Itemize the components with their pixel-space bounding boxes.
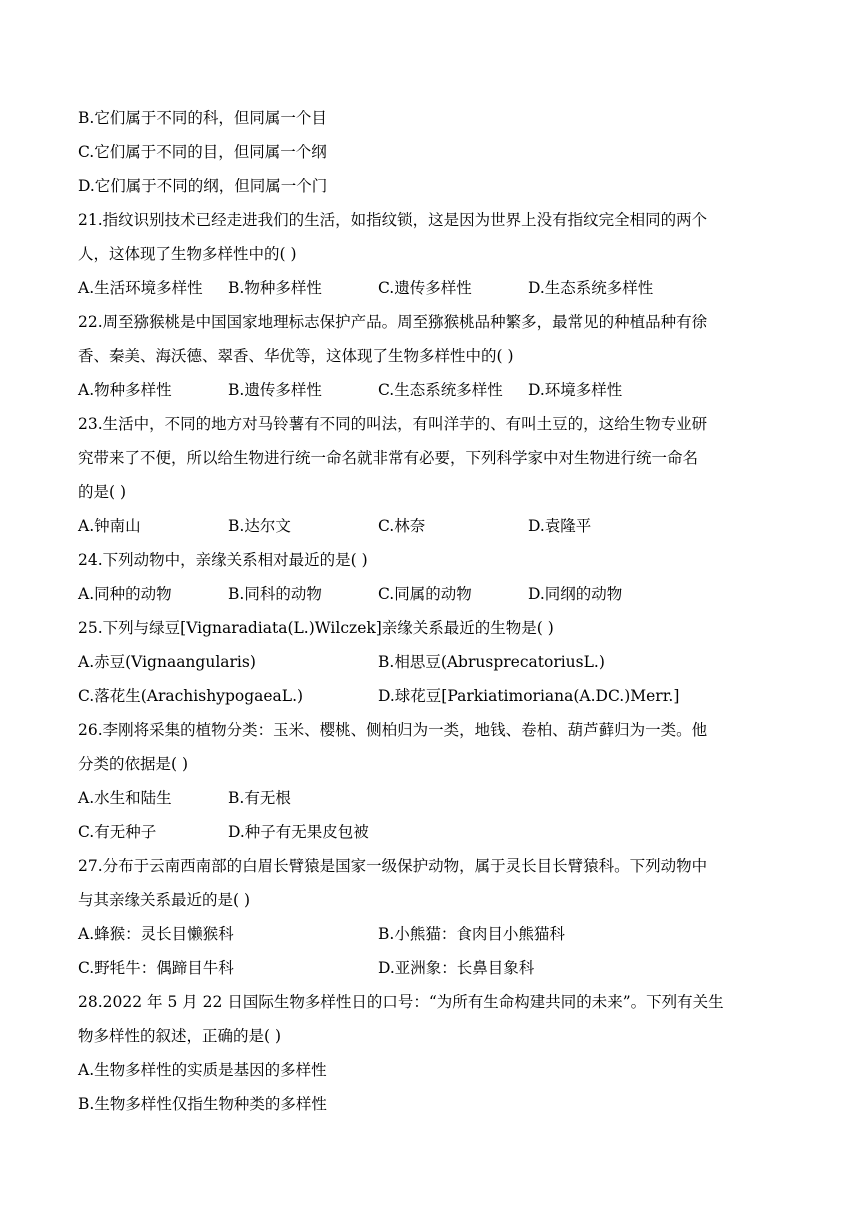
option-a: A.水生和陆生 xyxy=(78,789,172,807)
question-21 xyxy=(78,203,778,305)
option-b: B.同科的动物 xyxy=(228,585,322,603)
question-stem: 人，这体现了生物多样性中的( ) xyxy=(78,245,297,263)
option-b: B.达尔文 xyxy=(228,517,291,535)
question-26 xyxy=(78,713,778,849)
question-stem: 香、秦美、海沃德、翠香、华优等，这体现了生物多样性中的( ) xyxy=(78,347,514,365)
option-row xyxy=(78,577,778,611)
option-a: A.生物多样性的实质是基因的多样性 xyxy=(78,1061,327,1079)
option-a: A.赤豆(Vignaangularis) xyxy=(78,653,256,671)
option-row xyxy=(78,917,778,951)
question-stem: 28.2022 年 5 月 22 日国际生物多样性日的口号：“为所有生命构建共同的未来”。下列有关生 xyxy=(78,993,724,1011)
option-c: C.落花生(ArachishypogaeaL.) xyxy=(78,687,304,705)
option-row xyxy=(78,951,778,985)
option-b: B.遗传多样性 xyxy=(228,381,322,399)
option-a: A.生活环境多样性 xyxy=(78,279,203,297)
option-row xyxy=(78,645,778,679)
question-22 xyxy=(78,305,778,407)
option-a: A.钟南山 xyxy=(78,517,141,535)
option-a: A.蜂猴：灵长目懒猴科 xyxy=(78,925,234,943)
option-a: A.同种的动物 xyxy=(78,585,172,603)
question-stem: 24.下列动物中，亲缘关系相对最近的是( ) xyxy=(78,551,368,569)
question-stem: 27.分布于云南西南部的白眉长臂猿是国家一级保护动物，属于灵长目长臂猿科。下列动物中 xyxy=(78,857,708,875)
question-stem: 22.周至猕猴桃是中国国家地理标志保护产品。周至猕猴桃品种繁多，最常见的种植品种有徐 xyxy=(78,313,708,331)
question-stem: 与其亲缘关系最近的是( ) xyxy=(78,891,251,909)
question-stem: 分类的依据是( ) xyxy=(78,755,189,773)
option-b: B.小熊猫：食肉目小熊猫科 xyxy=(378,925,565,943)
option-c: C.有无种子 xyxy=(78,823,157,841)
option-d: D.球花豆[Parkiatimoriana(A.DC.)Merr.] xyxy=(378,687,680,705)
option-row xyxy=(78,781,778,815)
option-d: D.种子有无果皮包被 xyxy=(228,823,369,841)
option-c: C.生态系统多样性 xyxy=(378,381,503,399)
option-b: B.它们属于不同的科，但同属一个目 xyxy=(78,109,327,127)
option-d: D.它们属于不同的纲，但同属一个门 xyxy=(78,177,328,195)
question-stem: 25.下列与绿豆[Vignaradiata(L.)Wilczek]亲缘关系最近的生物是( ) xyxy=(78,619,554,637)
option-d: D.同纲的动物 xyxy=(528,585,623,603)
option-d: D.生态系统多样性 xyxy=(528,279,654,297)
question-stem: 21.指纹识别技术已经走进我们的生活，如指纹锁，这是因为世界上没有指纹完全相同的两个 xyxy=(78,211,708,229)
option-c: C.遗传多样性 xyxy=(378,279,472,297)
option-b: B.相思豆(AbrusprecatoriusL.) xyxy=(378,653,605,671)
option-d: D.袁隆平 xyxy=(528,517,592,535)
option-c: C.同属的动物 xyxy=(378,585,472,603)
option-a: A.物种多样性 xyxy=(78,381,172,399)
option-b: B.物种多样性 xyxy=(228,279,322,297)
question-24 xyxy=(78,543,778,611)
question-27 xyxy=(78,849,778,985)
option-c: C.野牦牛：偶蹄目牛科 xyxy=(78,959,234,977)
option-row xyxy=(78,509,778,543)
option-c: C.它们属于不同的目，但同属一个纲 xyxy=(78,143,327,161)
option-row xyxy=(78,679,778,713)
option-d: D.环境多样性 xyxy=(528,381,623,399)
question-stem: 23.生活中，不同的地方对马铃薯有不同的叫法，有叫洋芋的、有叫土豆的，这给生物专业研 xyxy=(78,415,708,433)
question-stem: 26.李刚将采集的植物分类：玉米、樱桃、侧柏归为一类，地钱、卷柏、葫芦藓归为一类。他 xyxy=(78,721,708,739)
question-23 xyxy=(78,407,778,543)
option-row xyxy=(78,815,778,849)
question-28 xyxy=(78,985,778,1121)
question-25 xyxy=(78,611,778,713)
exam-page xyxy=(78,101,778,1121)
option-row xyxy=(78,271,778,305)
question-stem: 究带来了不便，所以给生物进行统一命名就非常有必要，下列科学家中对生物进行统一命名 xyxy=(78,449,699,467)
question-stem: 物多样性的叙述，正确的是( ) xyxy=(78,1027,282,1045)
option-c: C.林奈 xyxy=(378,517,426,535)
option-b: B.有无根 xyxy=(228,789,291,807)
option-b: B.生物多样性仅指生物种类的多样性 xyxy=(78,1095,327,1113)
option-d: D.亚洲象：长鼻目象科 xyxy=(378,959,535,977)
question-stem: 的是( ) xyxy=(78,483,127,501)
option-row xyxy=(78,373,778,407)
